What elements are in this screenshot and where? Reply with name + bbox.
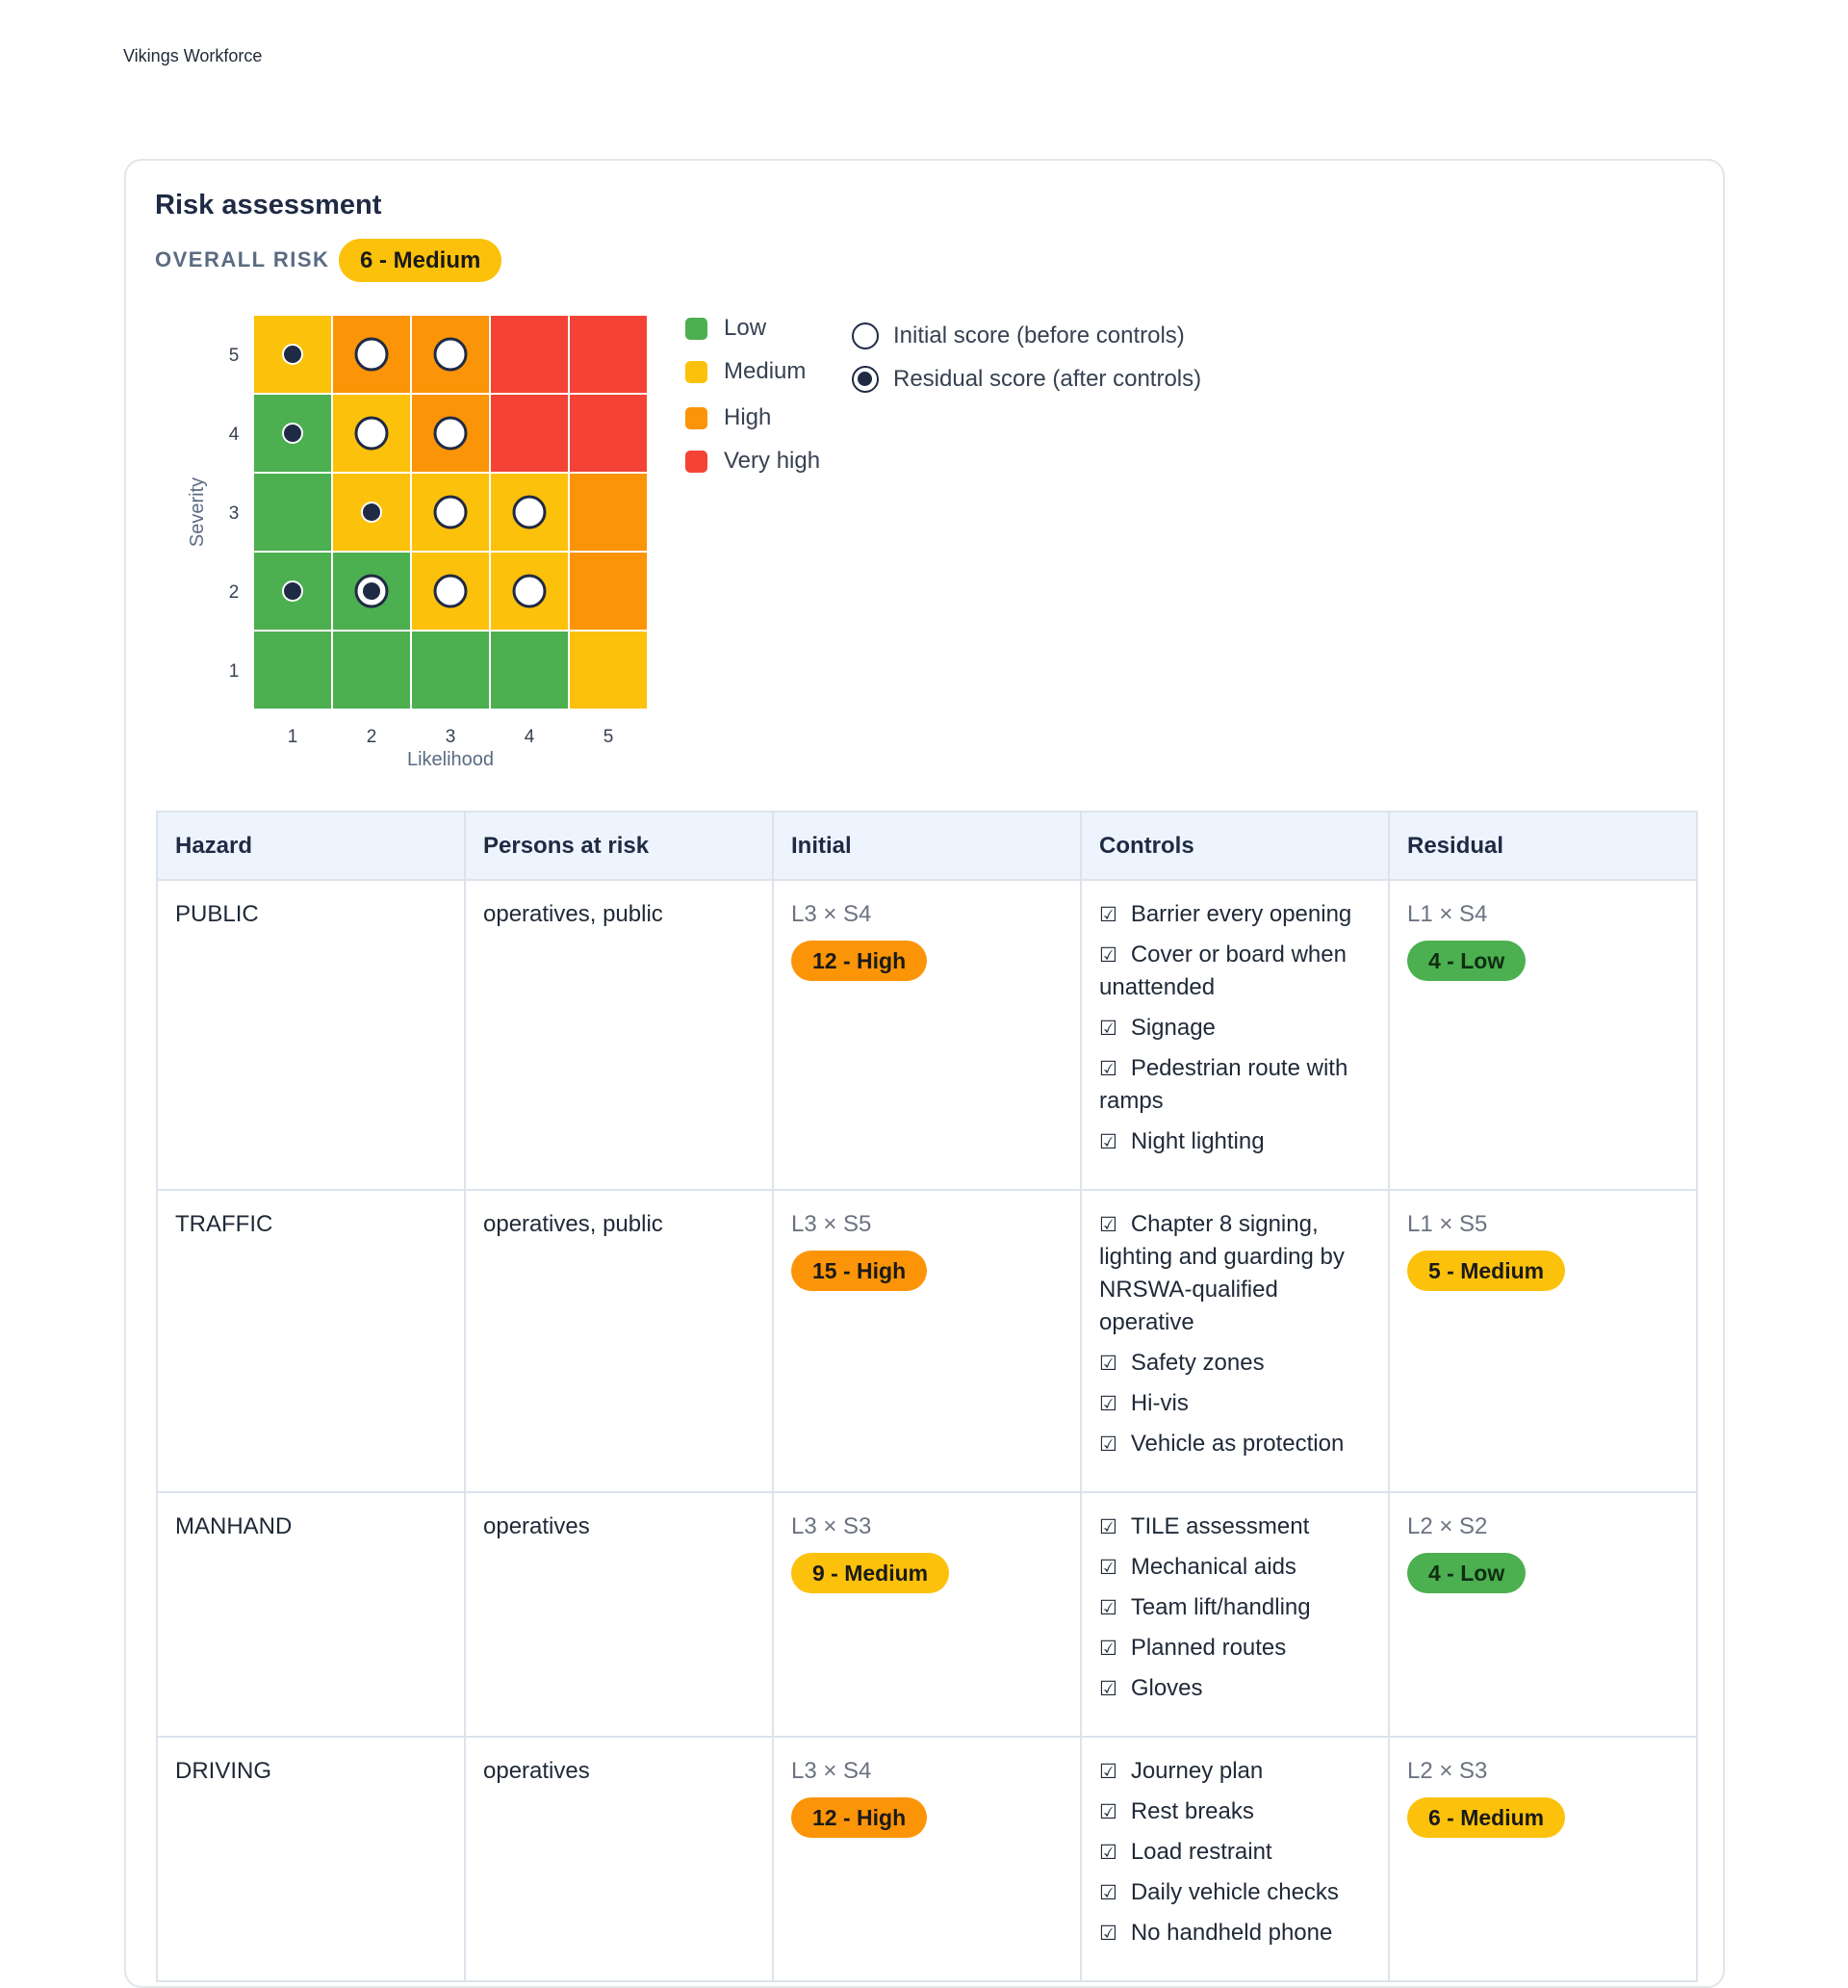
residual-score-marker	[362, 503, 381, 522]
legend-level-label: High	[724, 404, 772, 430]
x-axis-label: Likelihood	[406, 749, 495, 770]
controls-list	[1099, 1510, 1371, 1705]
control-item	[1099, 1632, 1371, 1665]
matrix-cell	[332, 631, 411, 710]
table-row	[157, 1492, 1697, 1737]
initial-cell	[773, 1737, 1081, 1981]
persons-cell: operatives	[465, 1492, 773, 1737]
level-swatch	[685, 361, 707, 383]
control-item	[1099, 1052, 1371, 1118]
controls-cell	[1081, 1737, 1389, 1981]
hazard-cell: DRIVING	[157, 1737, 465, 1981]
persons-cell: operatives	[465, 1737, 773, 1981]
residual-score-marker	[362, 581, 381, 601]
control-label: Rest breaks	[1130, 1798, 1254, 1824]
residual-score-marker	[283, 581, 302, 601]
hazard-cell: MANHAND	[157, 1492, 465, 1737]
checkbox-checked-icon: ☑	[1099, 1352, 1117, 1375]
initial-cell	[773, 1492, 1081, 1737]
initial-score-marker	[356, 418, 387, 449]
control-label: TILE assessment	[1130, 1513, 1310, 1539]
y-tick-label: 3	[228, 503, 240, 524]
control-label: Chapter 8 signing, lighting and guarding by NRSWA-qualified operative	[1099, 1211, 1345, 1335]
control-item	[1099, 1795, 1371, 1828]
x-tick-label: 3	[445, 727, 456, 747]
brand-name: Vikings Workforce	[123, 46, 263, 65]
y-axis-label: Severity	[187, 477, 208, 548]
control-item	[1099, 1836, 1371, 1869]
residual-risk-badge: 4 - Low	[1407, 941, 1526, 981]
checkbox-checked-icon: ☑	[1099, 903, 1117, 926]
header-hazard: Hazard	[157, 812, 465, 880]
checkbox-checked-icon: ☑	[1099, 1841, 1117, 1864]
checkbox-checked-icon: ☑	[1099, 1922, 1117, 1945]
control-item	[1099, 1755, 1371, 1788]
control-item	[1099, 1510, 1371, 1543]
initial-cell	[773, 880, 1081, 1190]
control-label: Safety zones	[1130, 1350, 1265, 1376]
controls-cell	[1081, 1190, 1389, 1492]
residual-score-text: L2 × S3	[1407, 1758, 1488, 1784]
matrix-cell	[490, 394, 569, 473]
controls-cell	[1081, 880, 1389, 1190]
hazard-cell: PUBLIC	[157, 880, 465, 1190]
legend-level-item	[685, 358, 806, 385]
initial-score-text: L3 × S4	[791, 901, 872, 927]
matrix-cell	[569, 552, 648, 631]
initial-risk-badge: 12 - High	[791, 1797, 927, 1838]
control-item	[1099, 1387, 1371, 1420]
persons-cell: operatives, public	[465, 1190, 773, 1492]
legend-level-item	[685, 404, 771, 431]
risk-table	[156, 811, 1698, 1982]
persons-cell: operatives, public	[465, 880, 773, 1190]
legend-level-label: Medium	[724, 358, 807, 384]
control-item	[1099, 939, 1371, 1004]
overall-risk-badge: 6 - Medium	[339, 239, 501, 282]
legend-residual-label: Residual score (after controls)	[893, 366, 1202, 392]
legend-level-label: Very high	[724, 448, 821, 474]
controls-cell	[1081, 1492, 1389, 1737]
initial-score-text: L3 × S5	[791, 1211, 872, 1237]
card-title: Risk assessment	[155, 190, 382, 220]
residual-risk-badge: 6 - Medium	[1407, 1797, 1565, 1838]
control-label: Signage	[1130, 1015, 1216, 1041]
residual-cell	[1389, 1737, 1697, 1981]
checkbox-checked-icon: ☑	[1099, 1515, 1117, 1538]
matrix-cell	[569, 473, 648, 552]
matrix-cell	[569, 394, 648, 473]
control-item	[1099, 1347, 1371, 1380]
initial-score-marker	[514, 497, 545, 528]
control-label: Cover or board when unattended	[1099, 942, 1347, 1000]
matrix-cell	[490, 315, 569, 394]
checkbox-checked-icon: ☑	[1099, 943, 1117, 967]
control-item	[1099, 1125, 1371, 1158]
matrix-cell	[253, 631, 332, 710]
checkbox-checked-icon: ☑	[1099, 1596, 1117, 1619]
checkbox-checked-icon: ☑	[1099, 1130, 1117, 1153]
open-circle-icon	[852, 323, 879, 349]
level-swatch	[685, 407, 707, 429]
controls-list	[1099, 1755, 1371, 1949]
control-label: Pedestrian route with ramps	[1099, 1055, 1348, 1114]
header-persons: Persons at risk	[465, 812, 773, 880]
residual-cell	[1389, 1492, 1697, 1737]
legend-level-item	[685, 315, 766, 342]
x-tick-label: 5	[603, 727, 614, 747]
control-item	[1099, 1551, 1371, 1584]
control-label: Barrier every opening	[1130, 901, 1352, 927]
y-tick-label: 1	[228, 661, 240, 682]
table-header-row	[157, 812, 1697, 880]
control-label: Night lighting	[1130, 1128, 1265, 1154]
control-label: Vehicle as protection	[1130, 1431, 1345, 1457]
risk-assessment-card	[124, 159, 1725, 1988]
residual-score-marker	[283, 424, 302, 443]
residual-risk-badge: 5 - Medium	[1407, 1251, 1565, 1291]
control-label: Journey plan	[1130, 1758, 1264, 1784]
residual-cell	[1389, 1190, 1697, 1492]
control-item	[1099, 1428, 1371, 1460]
residual-risk-badge: 4 - Low	[1407, 1553, 1526, 1593]
matrix-cell	[569, 631, 648, 710]
legend-residual	[852, 366, 1201, 393]
legend-level-label: Low	[724, 315, 767, 341]
x-tick-label: 1	[287, 727, 298, 747]
table-row	[157, 880, 1697, 1190]
matrix-cell	[490, 631, 569, 710]
residual-score-marker	[283, 345, 302, 364]
control-item	[1099, 1012, 1371, 1045]
y-tick-label: 5	[228, 346, 240, 366]
control-label: Gloves	[1130, 1675, 1203, 1701]
checkbox-checked-icon: ☑	[1099, 1881, 1117, 1904]
control-label: No handheld phone	[1130, 1920, 1333, 1946]
filled-circle-icon	[852, 366, 879, 393]
initial-risk-badge: 15 - High	[791, 1251, 927, 1291]
risk-matrix	[147, 315, 763, 787]
checkbox-checked-icon: ☑	[1099, 1057, 1117, 1080]
residual-cell	[1389, 880, 1697, 1190]
legend-initial	[852, 323, 1185, 349]
header-initial: Initial	[773, 812, 1081, 880]
residual-score-text: L1 × S5	[1407, 1211, 1488, 1237]
control-label: Team lift/handling	[1130, 1594, 1311, 1620]
control-label: Mechanical aids	[1130, 1554, 1296, 1580]
checkbox-checked-icon: ☑	[1099, 1433, 1117, 1456]
initial-score-marker	[356, 339, 387, 370]
checkbox-checked-icon: ☑	[1099, 1556, 1117, 1579]
controls-list	[1099, 898, 1371, 1158]
table-row	[157, 1190, 1697, 1492]
control-label: Planned routes	[1130, 1635, 1287, 1661]
control-label: Hi-vis	[1130, 1390, 1189, 1416]
hazard-cell: TRAFFIC	[157, 1190, 465, 1492]
control-item	[1099, 1591, 1371, 1624]
checkbox-checked-icon: ☑	[1099, 1213, 1117, 1236]
level-swatch	[685, 318, 707, 340]
checkbox-checked-icon: ☑	[1099, 1800, 1117, 1823]
control-item	[1099, 1917, 1371, 1949]
control-item	[1099, 1672, 1371, 1705]
matrix-cell	[569, 315, 648, 394]
checkbox-checked-icon: ☑	[1099, 1760, 1117, 1783]
initial-risk-badge: 9 - Medium	[791, 1553, 949, 1593]
level-swatch	[685, 451, 707, 473]
checkbox-checked-icon: ☑	[1099, 1392, 1117, 1415]
overall-risk-label: OVERALL RISK	[155, 247, 330, 271]
legend-initial-label: Initial score (before controls)	[893, 323, 1185, 349]
y-tick-label: 2	[228, 582, 240, 603]
control-item	[1099, 898, 1371, 931]
table-row	[157, 1737, 1697, 1981]
matrix-cell	[253, 473, 332, 552]
legend-level-item	[685, 448, 820, 475]
initial-score-text: L3 × S3	[791, 1513, 872, 1539]
initial-score-text: L3 × S4	[791, 1758, 872, 1784]
controls-list	[1099, 1208, 1371, 1460]
checkbox-checked-icon: ☑	[1099, 1677, 1117, 1700]
initial-score-marker	[514, 576, 545, 607]
x-tick-label: 2	[366, 727, 377, 747]
residual-score-text: L1 × S4	[1407, 901, 1488, 927]
initial-risk-badge: 12 - High	[791, 941, 927, 981]
y-tick-label: 4	[228, 425, 240, 445]
initial-cell	[773, 1190, 1081, 1492]
control-label: Daily vehicle checks	[1130, 1879, 1339, 1905]
initial-score-marker	[435, 418, 466, 449]
header-residual: Residual	[1389, 812, 1697, 880]
matrix-cell	[411, 631, 490, 710]
initial-score-marker	[435, 497, 466, 528]
control-label: Load restraint	[1130, 1839, 1272, 1865]
residual-score-text: L2 × S2	[1407, 1513, 1488, 1539]
checkbox-checked-icon: ☑	[1099, 1017, 1117, 1040]
initial-score-marker	[435, 576, 466, 607]
header-controls: Controls	[1081, 812, 1389, 880]
initial-score-marker	[435, 339, 466, 370]
checkbox-checked-icon: ☑	[1099, 1637, 1117, 1660]
control-item	[1099, 1208, 1371, 1339]
control-item	[1099, 1876, 1371, 1909]
x-tick-label: 4	[524, 727, 535, 747]
